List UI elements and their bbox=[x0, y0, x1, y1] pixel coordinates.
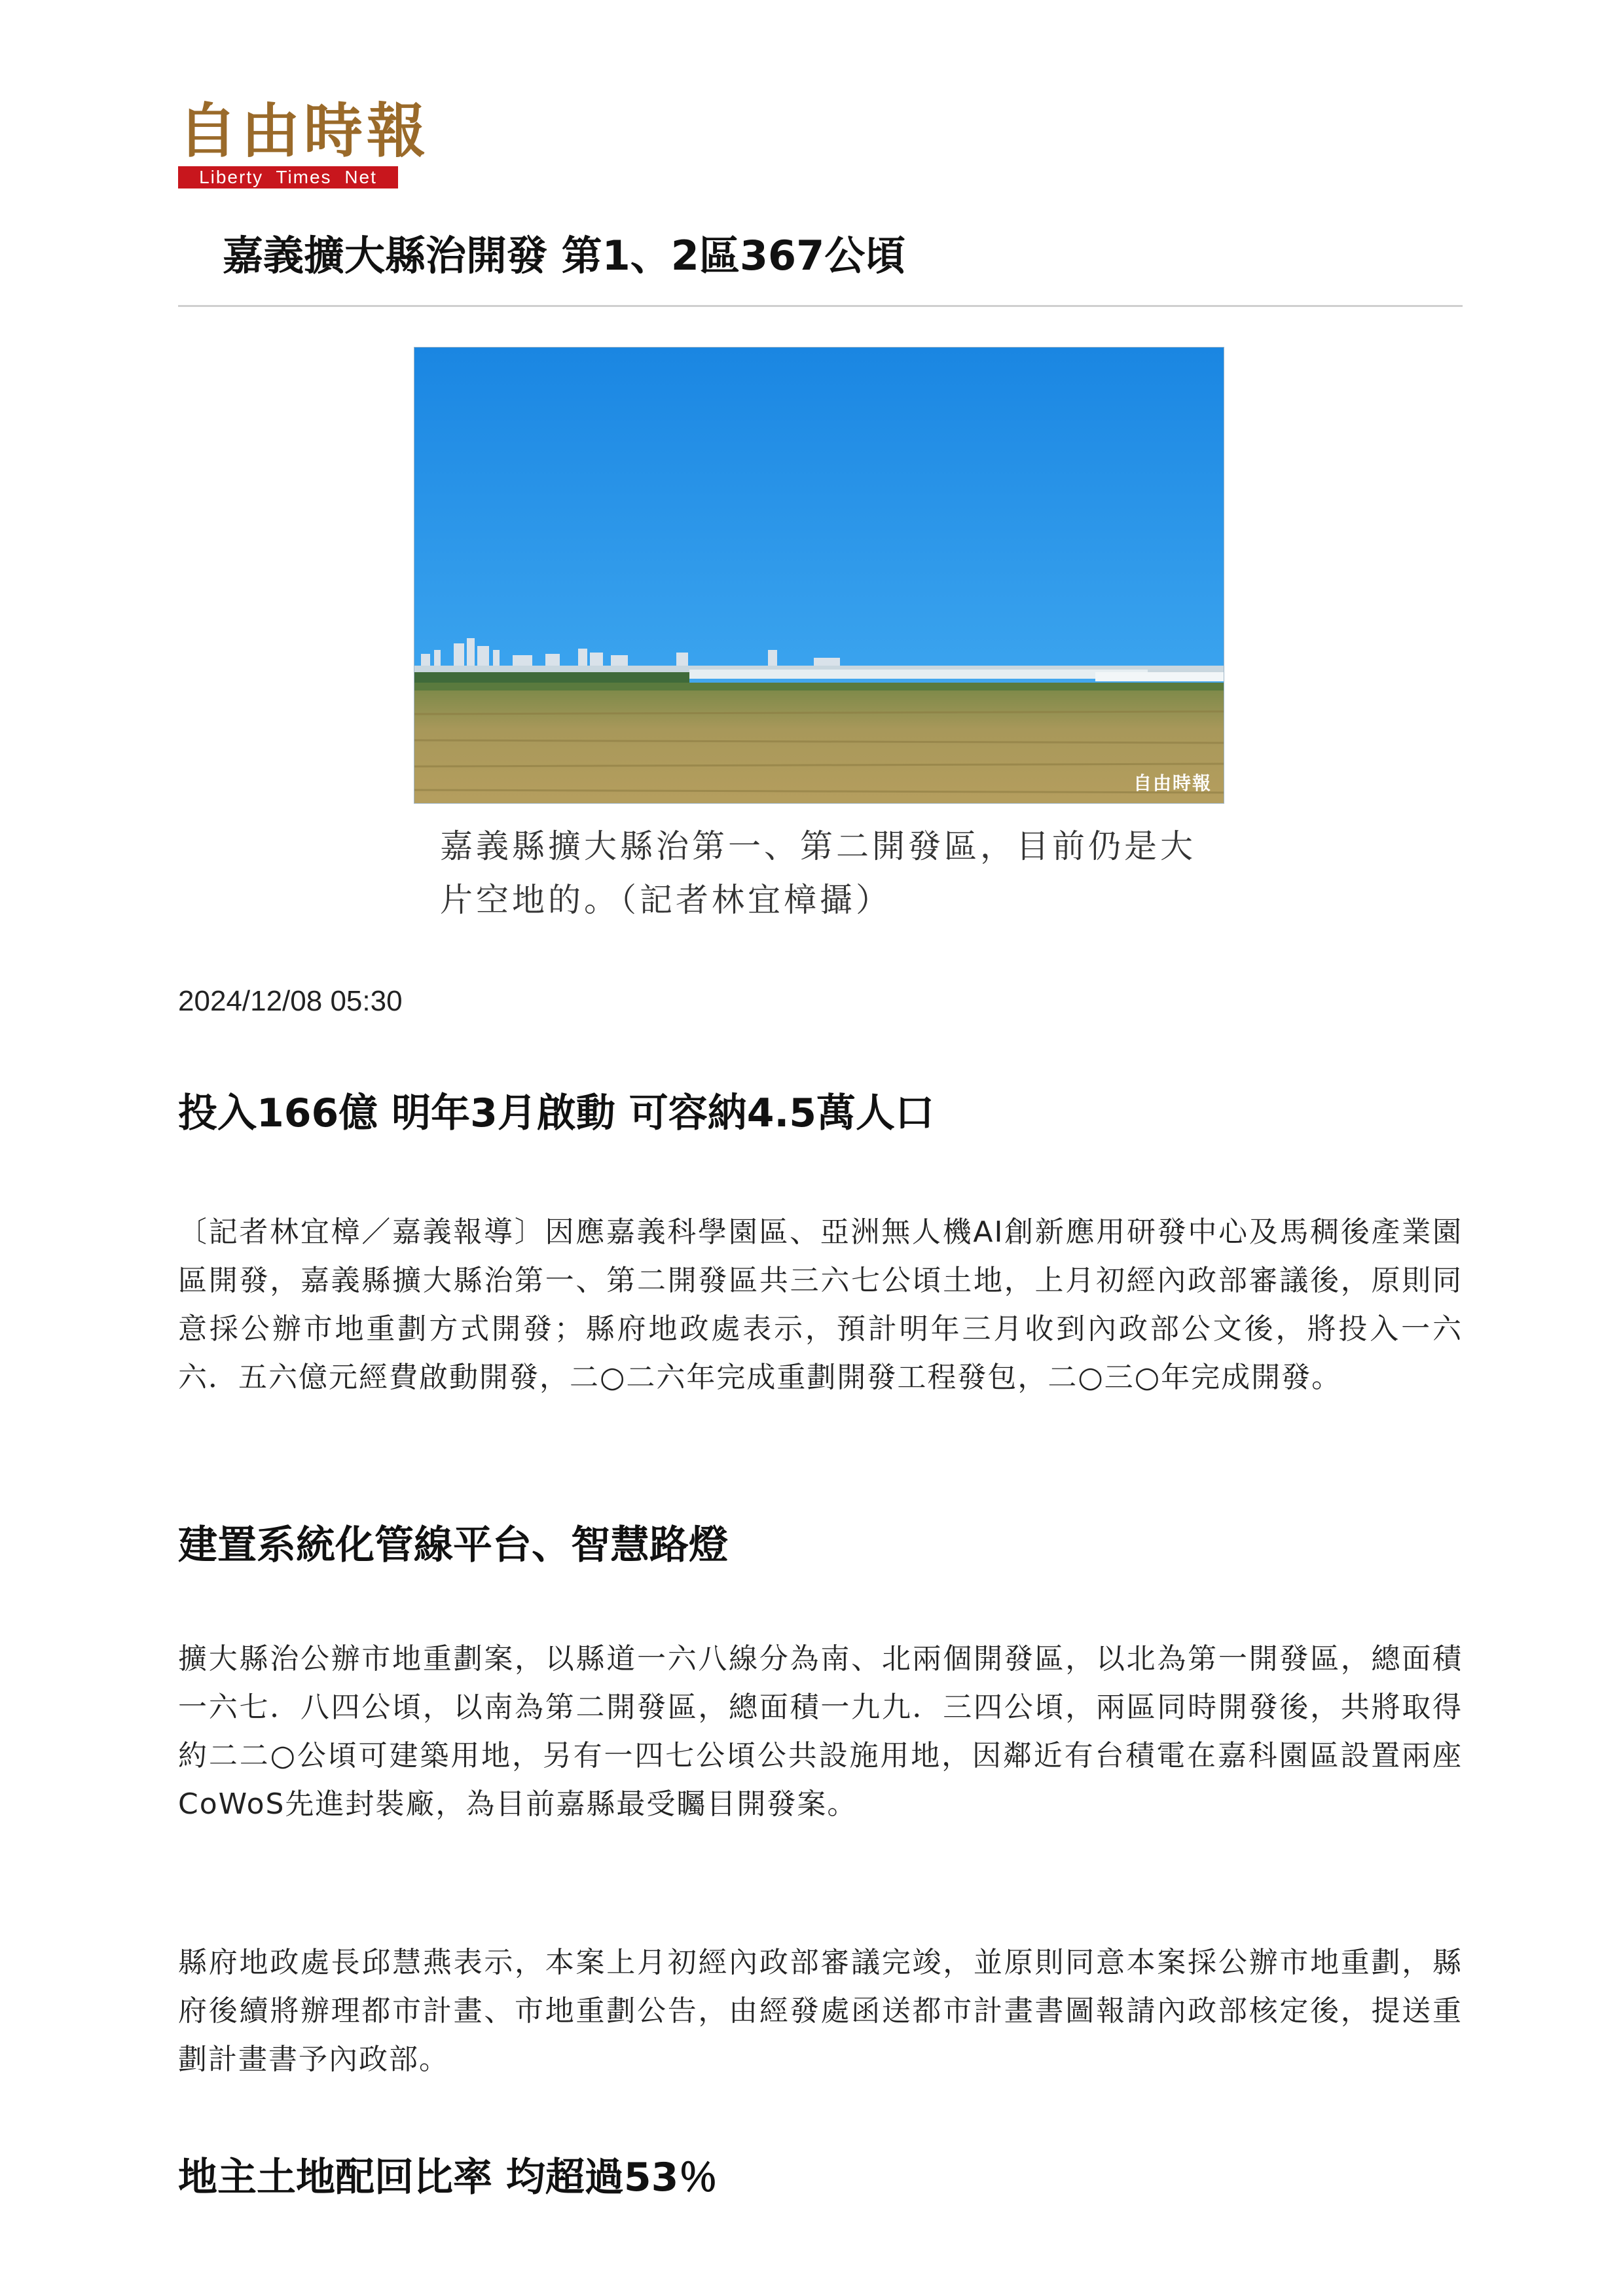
photo-watermark: 自由時報 bbox=[1133, 772, 1212, 794]
article-photo bbox=[414, 347, 1224, 804]
field-landscape-image bbox=[414, 348, 1224, 803]
article-paragraph-1: 〔記者林宜樟／嘉義報導〕因應嘉義科學園區、亞洲無人機AI創新應用研發中心及馬稠後產業園區開發，嘉義縣擴大縣治第一、第二開發區共三六七公頃土地，上月初經內政部審議後，原則同意採公辦市地重劃方式開發；縣府地政處表示，預計明年三月收到內政部公文後，將投入一六六．五六億元經費啟動開發，二○二六年完成重劃開發工程發包，二○三○年完成開發。 bbox=[178, 1215, 1463, 1394]
logo-english-text: Liberty Times Net bbox=[178, 166, 398, 188]
article-paragraph-2: 擴大縣治公辦市地重劃案，以縣道一六八線分為南、北兩個開發區，以北為第一開發區，總面積一六七．八四公頃，以南為第二開發區，總面積一九九．三四公頃，兩區同時開發後，共將取得約二二○公頃可建築用地，另有一四七公頃公共設施用地，因鄰近有台積電在嘉科園區設置兩座CoWoS先進封裝廠，為目前嘉縣最受矚目開發案。 bbox=[178, 1642, 1463, 1821]
photo-caption: 嘉義縣擴大縣治第一、第二開發區，目前仍是大片空地的。（記者林宜樟攝） bbox=[440, 827, 1196, 919]
logo-chinese-text: 自由時報 bbox=[178, 96, 429, 166]
title-divider bbox=[178, 305, 1463, 307]
article-title: 嘉義擴大縣治開發 第1、2區367公頃 bbox=[223, 232, 906, 279]
liberty-times-logo[interactable] bbox=[178, 96, 429, 190]
section-heading-2: 建置系統化管線平台、智慧路燈 bbox=[178, 1522, 728, 1568]
publish-date: 2024/12/08 05:30 bbox=[178, 985, 403, 1017]
article-paragraph-3: 縣府地政處長邱慧燕表示，本案上月初經內政部審議完竣，並原則同意本案採公辦市地重劃，縣府後續將辦理都市計畫、市地重劃公告，由經發處函送都市計畫書圖報請內政部核定後，提送重劃計畫書予內政部。 bbox=[178, 1946, 1463, 2076]
section-heading-1: 投入166億 明年3月啟動 可容納4.5萬人口 bbox=[178, 1090, 935, 1136]
section-heading-3: 地主土地配回比率 均超過53％ bbox=[178, 2155, 718, 2200]
